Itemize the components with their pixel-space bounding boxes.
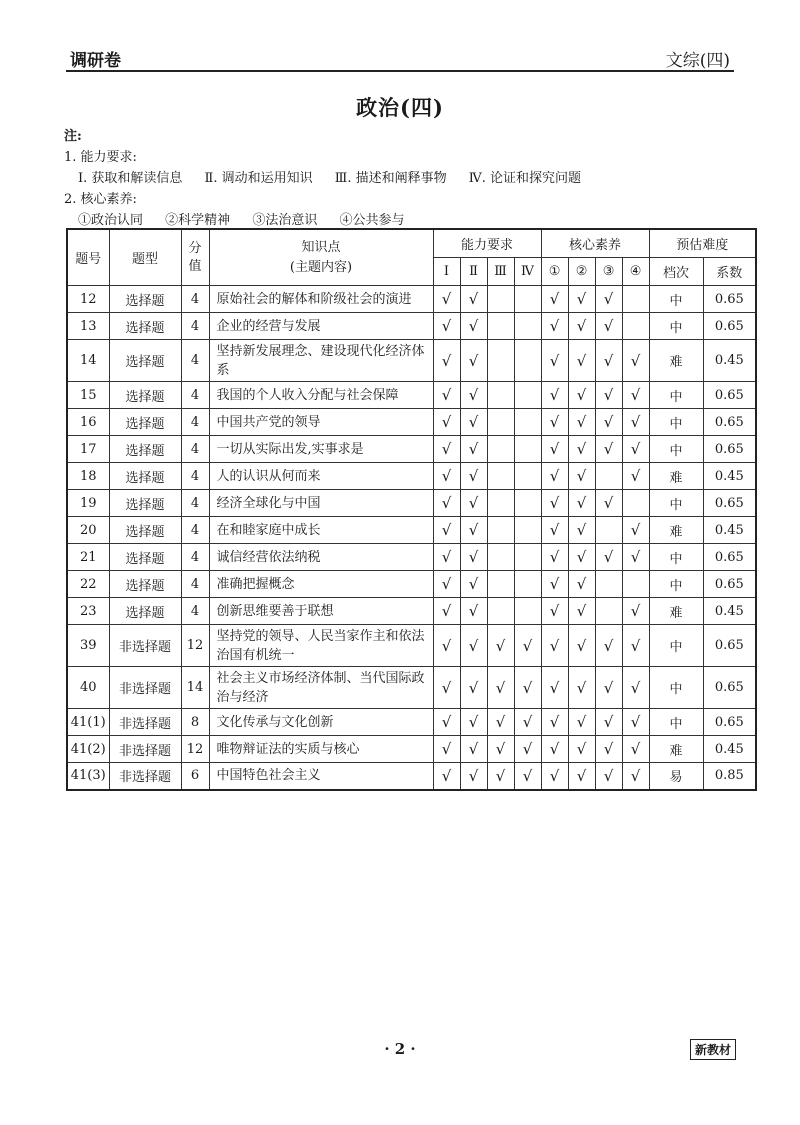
header-coef: 系数: [703, 258, 756, 286]
cell-literacy-check: √: [541, 763, 568, 790]
cell-literacy-check: √: [622, 382, 649, 409]
cell-ability-check: [514, 286, 541, 313]
cell-ability-check: [514, 463, 541, 490]
cell-type: 选择题: [109, 382, 181, 409]
cell-ability-check: √: [460, 517, 487, 544]
cell-literacy-check: √: [568, 763, 595, 790]
cell-ability-check: [514, 340, 541, 382]
cell-ability-check: √: [433, 286, 460, 313]
cell-score: 4: [181, 490, 209, 517]
table-row: [67, 736, 756, 763]
cell-coef: 0.65: [703, 286, 756, 313]
cell-ability-check: √: [460, 625, 487, 667]
cell-literacy-check: √: [622, 667, 649, 709]
cell-ability-check: √: [487, 709, 514, 736]
cell-ability-check: √: [514, 709, 541, 736]
page-header: [66, 44, 734, 72]
cell-ability-check: √: [433, 382, 460, 409]
cell-ability-check: √: [460, 382, 487, 409]
cell-literacy-check: √: [568, 286, 595, 313]
header-literacy-col: ①: [541, 258, 568, 286]
table-row: [67, 409, 756, 436]
cell-number: 39: [67, 625, 109, 667]
cell-literacy-check: √: [568, 625, 595, 667]
cell-literacy-check: √: [622, 709, 649, 736]
cell-literacy-check: √: [595, 436, 622, 463]
cell-score: 4: [181, 340, 209, 382]
header-level: 档次: [649, 258, 703, 286]
table-row: [67, 490, 756, 517]
cell-literacy-check: √: [622, 763, 649, 790]
cell-type: 选择题: [109, 436, 181, 463]
cell-ability-check: [487, 571, 514, 598]
ability-heading: 1. 能力要求:: [64, 150, 137, 165]
cell-literacy-check: √: [568, 736, 595, 763]
header-ability-col: Ⅳ: [514, 258, 541, 286]
cell-ability-check: √: [460, 709, 487, 736]
cell-type: 非选择题: [109, 736, 181, 763]
cell-level: 易: [649, 763, 703, 790]
table-row: [67, 517, 756, 544]
cell-level: 难: [649, 598, 703, 625]
header-right: 文综(四): [665, 51, 730, 71]
cell-literacy-check: [622, 490, 649, 517]
cell-ability-check: [487, 436, 514, 463]
table-row: [67, 313, 756, 340]
cell-topic: 中国特色社会主义: [209, 763, 433, 790]
literacy-item: ②科学精神: [165, 213, 231, 228]
cell-ability-check: [487, 490, 514, 517]
cell-literacy-check: [595, 571, 622, 598]
cell-number: 21: [67, 544, 109, 571]
cell-score: 6: [181, 763, 209, 790]
cell-literacy-check: √: [541, 340, 568, 382]
cell-topic: 文化传承与文化创新: [209, 709, 433, 736]
cell-ability-check: √: [460, 667, 487, 709]
cell-ability-check: √: [433, 313, 460, 340]
cell-literacy-check: √: [568, 598, 595, 625]
cell-ability-check: √: [487, 625, 514, 667]
cell-coef: 0.45: [703, 340, 756, 382]
cell-topic: 在和睦家庭中成长: [209, 517, 433, 544]
cell-score: 4: [181, 571, 209, 598]
cell-literacy-check: √: [568, 409, 595, 436]
cell-topic: 人的认识从何而来: [209, 463, 433, 490]
ability-item: Ⅲ. 描述和阐释事物: [334, 171, 447, 186]
header-literacy-col: ④: [622, 258, 649, 286]
cell-ability-check: √: [433, 625, 460, 667]
cell-literacy-check: √: [595, 313, 622, 340]
cell-number: 15: [67, 382, 109, 409]
cell-coef: 0.65: [703, 544, 756, 571]
cell-literacy-check: [595, 463, 622, 490]
cell-literacy-check: √: [568, 463, 595, 490]
cell-ability-check: √: [433, 436, 460, 463]
cell-ability-check: [514, 544, 541, 571]
cell-number: 18: [67, 463, 109, 490]
cell-ability-check: √: [460, 571, 487, 598]
cell-literacy-check: √: [595, 544, 622, 571]
cell-literacy-check: √: [568, 544, 595, 571]
cell-type: 非选择题: [109, 625, 181, 667]
cell-literacy-check: √: [568, 313, 595, 340]
cell-literacy-check: √: [568, 340, 595, 382]
cell-coef: 0.45: [703, 598, 756, 625]
cell-literacy-check: √: [622, 517, 649, 544]
header-type: 题型: [109, 229, 181, 286]
ability-list: [64, 168, 581, 189]
cell-literacy-check: √: [568, 490, 595, 517]
cell-literacy-check: √: [595, 709, 622, 736]
cell-level: 中: [649, 667, 703, 709]
cell-ability-check: [514, 436, 541, 463]
cell-topic: 坚持党的领导、人民当家作主和依法治国有机统一: [209, 625, 433, 667]
table-row: [67, 571, 756, 598]
cell-ability-check: √: [487, 667, 514, 709]
cell-score: 4: [181, 436, 209, 463]
cell-literacy-check: √: [541, 313, 568, 340]
cell-type: 选择题: [109, 340, 181, 382]
ability-item: Ⅰ. 获取和解读信息: [78, 171, 183, 186]
cell-level: 中: [649, 286, 703, 313]
cell-literacy-check: [595, 598, 622, 625]
cell-literacy-check: √: [541, 544, 568, 571]
header-knowledge: [209, 229, 433, 286]
cell-number: 17: [67, 436, 109, 463]
cell-ability-check: [487, 382, 514, 409]
cell-ability-check: √: [460, 763, 487, 790]
cell-ability-check: [487, 313, 514, 340]
cell-number: 41(3): [67, 763, 109, 790]
cell-topic: 唯物辩证法的实质与核心: [209, 736, 433, 763]
table-row: [67, 463, 756, 490]
cell-topic: 经济全球化与中国: [209, 490, 433, 517]
literacy-heading: 2. 核心素养:: [64, 192, 137, 207]
cell-ability-check: √: [460, 286, 487, 313]
cell-literacy-check: √: [541, 517, 568, 544]
cell-topic: 创新思维要善于联想: [209, 598, 433, 625]
cell-literacy-check: [622, 571, 649, 598]
cell-score: 12: [181, 736, 209, 763]
cell-number: 40: [67, 667, 109, 709]
cell-literacy-check: √: [595, 625, 622, 667]
table-row: [67, 382, 756, 409]
cell-level: 中: [649, 436, 703, 463]
ability-item: Ⅳ. 论证和探究问题: [468, 171, 582, 186]
cell-literacy-check: √: [568, 667, 595, 709]
cell-literacy-check: √: [541, 463, 568, 490]
table-row: [67, 436, 756, 463]
table-row: [67, 340, 756, 382]
cell-coef: 0.65: [703, 409, 756, 436]
cell-ability-check: [487, 286, 514, 313]
header-ability-col: Ⅰ: [433, 258, 460, 286]
cell-number: 22: [67, 571, 109, 598]
header-literacy-col: ②: [568, 258, 595, 286]
cell-literacy-check: √: [541, 286, 568, 313]
cell-ability-check: [514, 313, 541, 340]
cell-coef: 0.65: [703, 571, 756, 598]
cell-score: 4: [181, 286, 209, 313]
cell-topic: 一切从实际出发,实事求是: [209, 436, 433, 463]
cell-ability-check: √: [460, 463, 487, 490]
header-ability-col: Ⅱ: [460, 258, 487, 286]
question-analysis-table: [66, 228, 757, 791]
literacy-item: ③法治意识: [252, 213, 318, 228]
cell-number: 13: [67, 313, 109, 340]
page-title: 政治(四): [356, 95, 444, 120]
cell-number: 19: [67, 490, 109, 517]
cell-ability-check: √: [487, 763, 514, 790]
cell-number: 41(2): [67, 736, 109, 763]
table-row: [67, 625, 756, 667]
literacy-item: ①政治认同: [78, 213, 144, 228]
table-row: [67, 667, 756, 709]
cell-ability-check: √: [433, 544, 460, 571]
cell-ability-check: [487, 544, 514, 571]
cell-literacy-check: √: [595, 667, 622, 709]
table-row: [67, 544, 756, 571]
edition-badge: 新教材: [690, 1039, 736, 1060]
cell-literacy-check: √: [622, 598, 649, 625]
cell-number: 20: [67, 517, 109, 544]
cell-level: 中: [649, 625, 703, 667]
cell-coef: 0.45: [703, 517, 756, 544]
cell-score: 4: [181, 463, 209, 490]
cell-ability-check: √: [460, 544, 487, 571]
cell-type: 选择题: [109, 571, 181, 598]
table-row: [67, 763, 756, 790]
cell-literacy-check: [622, 286, 649, 313]
cell-level: 难: [649, 340, 703, 382]
cell-ability-check: √: [460, 490, 487, 517]
cell-score: 4: [181, 517, 209, 544]
cell-topic: 原始社会的解体和阶级社会的演进: [209, 286, 433, 313]
cell-literacy-check: √: [541, 598, 568, 625]
cell-coef: 0.65: [703, 382, 756, 409]
cell-ability-check: √: [433, 667, 460, 709]
cell-ability-check: √: [433, 517, 460, 544]
cell-type: 选择题: [109, 286, 181, 313]
cell-literacy-check: √: [541, 625, 568, 667]
header-literacy-col: ③: [595, 258, 622, 286]
cell-level: 难: [649, 463, 703, 490]
cell-literacy-check: √: [595, 763, 622, 790]
cell-ability-check: √: [487, 736, 514, 763]
cell-literacy-check: √: [622, 544, 649, 571]
cell-ability-check: √: [514, 763, 541, 790]
cell-score: 4: [181, 409, 209, 436]
cell-ability-check: [487, 340, 514, 382]
cell-literacy-check: √: [595, 409, 622, 436]
cell-coef: 0.65: [703, 490, 756, 517]
cell-ability-check: [514, 517, 541, 544]
cell-literacy-check: √: [595, 736, 622, 763]
cell-coef: 0.45: [703, 463, 756, 490]
cell-ability-check: √: [433, 340, 460, 382]
header-left: 调研卷: [70, 51, 121, 71]
cell-number: 16: [67, 409, 109, 436]
cell-level: 中: [649, 709, 703, 736]
cell-literacy-check: √: [595, 286, 622, 313]
cell-topic: 社会主义市场经济体制、当代国际政治与经济: [209, 667, 433, 709]
cell-coef: 0.65: [703, 625, 756, 667]
header-knowledge-title: 知识点: [301, 239, 341, 255]
cell-score: 4: [181, 598, 209, 625]
cell-type: 选择题: [109, 463, 181, 490]
ability-item: Ⅱ. 调动和运用知识: [204, 171, 313, 186]
cell-topic: 诚信经营依法纳税: [209, 544, 433, 571]
table-row: [67, 598, 756, 625]
cell-literacy-check: √: [622, 625, 649, 667]
cell-level: 难: [649, 736, 703, 763]
header-literacy: 核心素养: [541, 229, 649, 258]
header-ability-col: Ⅲ: [487, 258, 514, 286]
cell-literacy-check: √: [541, 667, 568, 709]
cell-ability-check: [514, 571, 541, 598]
cell-coef: 0.65: [703, 667, 756, 709]
cell-ability-check: √: [460, 736, 487, 763]
cell-literacy-check: √: [568, 382, 595, 409]
cell-literacy-check: √: [541, 436, 568, 463]
cell-literacy-check: √: [622, 436, 649, 463]
cell-literacy-check: √: [568, 517, 595, 544]
cell-level: 中: [649, 490, 703, 517]
cell-literacy-check: √: [541, 382, 568, 409]
cell-coef: 0.85: [703, 763, 756, 790]
table-row: [67, 709, 756, 736]
cell-type: 选择题: [109, 598, 181, 625]
header-number: 题号: [67, 229, 109, 286]
cell-literacy-check: √: [595, 340, 622, 382]
cell-topic: 中国共产党的领导: [209, 409, 433, 436]
cell-topic: 准确把握概念: [209, 571, 433, 598]
cell-topic: 企业的经营与发展: [209, 313, 433, 340]
page-number: · 2 ·: [384, 1040, 416, 1058]
cell-ability-check: √: [433, 736, 460, 763]
cell-coef: 0.65: [703, 709, 756, 736]
cell-ability-check: √: [460, 436, 487, 463]
cell-ability-check: √: [433, 709, 460, 736]
cell-literacy-check: √: [622, 736, 649, 763]
cell-literacy-check: √: [568, 571, 595, 598]
cell-literacy-check: √: [595, 382, 622, 409]
cell-literacy-check: √: [622, 409, 649, 436]
cell-ability-check: [514, 409, 541, 436]
cell-ability-check: √: [433, 463, 460, 490]
cell-number: 14: [67, 340, 109, 382]
cell-ability-check: √: [433, 598, 460, 625]
cell-level: 中: [649, 382, 703, 409]
notes-label: 注:: [64, 129, 82, 144]
cell-ability-check: √: [433, 763, 460, 790]
cell-level: 中: [649, 544, 703, 571]
cell-coef: 0.45: [703, 736, 756, 763]
cell-score: 4: [181, 544, 209, 571]
cell-number: 41(1): [67, 709, 109, 736]
table-body: [67, 286, 756, 790]
cell-ability-check: [487, 598, 514, 625]
header-ability: 能力要求: [433, 229, 541, 258]
cell-literacy-check: √: [568, 709, 595, 736]
cell-type: 非选择题: [109, 709, 181, 736]
cell-ability-check: √: [433, 571, 460, 598]
cell-literacy-check: √: [541, 409, 568, 436]
cell-score: 4: [181, 382, 209, 409]
cell-score: 12: [181, 625, 209, 667]
cell-literacy-check: √: [541, 736, 568, 763]
notes: [64, 126, 581, 231]
cell-type: 选择题: [109, 490, 181, 517]
cell-score: 4: [181, 313, 209, 340]
cell-ability-check: √: [433, 490, 460, 517]
cell-ability-check: √: [460, 313, 487, 340]
cell-ability-check: [487, 463, 514, 490]
cell-score: 14: [181, 667, 209, 709]
cell-level: 中: [649, 313, 703, 340]
cell-type: 选择题: [109, 313, 181, 340]
cell-score: 8: [181, 709, 209, 736]
cell-literacy-check: √: [568, 436, 595, 463]
literacy-item: ④公共参与: [339, 213, 405, 228]
cell-ability-check: √: [460, 409, 487, 436]
cell-ability-check: [514, 598, 541, 625]
cell-ability-check: √: [433, 409, 460, 436]
cell-level: 中: [649, 571, 703, 598]
cell-type: 选择题: [109, 517, 181, 544]
cell-level: 难: [649, 517, 703, 544]
cell-literacy-check: √: [541, 571, 568, 598]
cell-literacy-check: √: [622, 340, 649, 382]
cell-coef: 0.65: [703, 313, 756, 340]
cell-coef: 0.65: [703, 436, 756, 463]
header-score: 分值: [181, 229, 209, 286]
cell-level: 中: [649, 409, 703, 436]
cell-ability-check: [514, 382, 541, 409]
cell-literacy-check: √: [541, 709, 568, 736]
cell-ability-check: √: [460, 340, 487, 382]
cell-number: 23: [67, 598, 109, 625]
cell-topic: 坚持新发展理念、建设现代化经济体系: [209, 340, 433, 382]
cell-ability-check: √: [514, 667, 541, 709]
cell-ability-check: [487, 517, 514, 544]
cell-literacy-check: [595, 517, 622, 544]
cell-literacy-check: √: [622, 463, 649, 490]
cell-ability-check: √: [514, 625, 541, 667]
cell-literacy-check: √: [541, 490, 568, 517]
cell-type: 选择题: [109, 544, 181, 571]
header-difficulty: 预估难度: [649, 229, 756, 258]
cell-number: 12: [67, 286, 109, 313]
cell-ability-check: √: [460, 598, 487, 625]
cell-ability-check: [487, 409, 514, 436]
table-row: [67, 286, 756, 313]
cell-literacy-check: [622, 313, 649, 340]
cell-type: 非选择题: [109, 667, 181, 709]
header-knowledge-sub: (主题内容): [289, 259, 353, 275]
cell-type: 选择题: [109, 409, 181, 436]
cell-literacy-check: √: [595, 490, 622, 517]
cell-ability-check: [514, 490, 541, 517]
cell-type: 非选择题: [109, 763, 181, 790]
cell-ability-check: √: [514, 736, 541, 763]
cell-topic: 我国的个人收入分配与社会保障: [209, 382, 433, 409]
